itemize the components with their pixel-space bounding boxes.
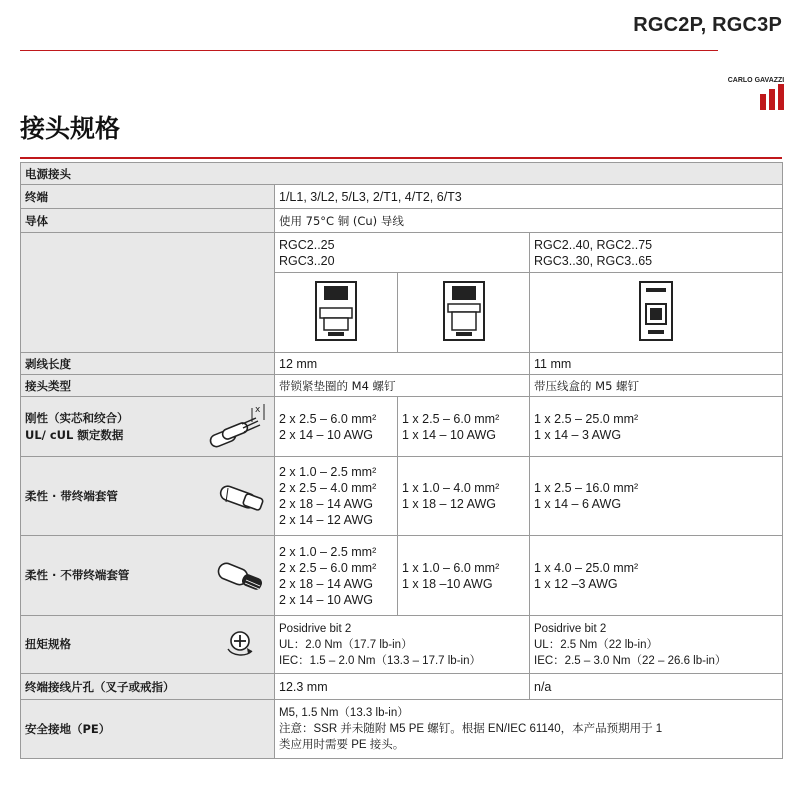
spec-line: M5, 1.5 Nm（13.3 lb-in） (279, 707, 409, 719)
pe-note-line: 注意：SSR 并未随附 M5 PE 螺钉。根据 EN/IEC 61140，本产品预期用于 1 (279, 723, 663, 735)
table-row (21, 457, 783, 536)
table-row (21, 674, 783, 700)
spec-line: 1 x 2.5 – 6.0 mm² (402, 411, 500, 426)
torque-label-cell (21, 616, 275, 674)
spec-line: 2 x 1.0 – 2.5 mm² (279, 544, 377, 559)
table-row (21, 233, 783, 273)
spec-line: 2 x 18 – 14 AWG (279, 576, 374, 591)
no-ferrule-label-cell (21, 536, 275, 616)
spec-line: 1 x 18 – 12 AWG (402, 497, 497, 511)
spec-line: 1 x 14 – 3 AWG (534, 427, 622, 442)
page-title: 接头规格 (20, 114, 121, 143)
rigid-col-c (530, 397, 783, 457)
spec-line: 2 x 18 – 14 AWG (279, 497, 374, 511)
conductor-value: 使用 75°C 铜 (Cu) 导线 (275, 209, 783, 233)
solid-stranded-wire-icon (208, 402, 270, 452)
terminals-value: 1/L1, 3/L2, 5/L3, 2/T1, 4/T2, 6/T3 (275, 185, 783, 209)
terminal-drawing-cell (398, 273, 530, 353)
spec-line: IEC：2.5 – 3.0 Nm（22 – 26.6 lb-in） (534, 654, 727, 667)
rigid-col-a (275, 397, 398, 457)
spec-line: 1 x 1.0 – 6.0 mm² (402, 560, 500, 575)
table-row (21, 700, 783, 759)
logo-text: CARLO GAVAZZI (727, 77, 785, 84)
table-row (21, 163, 783, 185)
model-text: RGC3..20 (279, 253, 335, 268)
table-row (21, 209, 783, 233)
table-row (21, 536, 783, 616)
spec-line: 2 x 14 – 10 AWG (279, 427, 374, 442)
row-label: 导体 (21, 209, 275, 233)
no-ferrule-col-c (530, 536, 783, 616)
spec-line: Posidrive bit 2 (279, 622, 352, 635)
spec-line: 2 x 2.5 – 4.0 mm² (279, 481, 377, 495)
spec-line: IEC：1.5 – 2.0 Nm（13.3 – 17.7 lb-in） (279, 654, 481, 667)
row-label: 柔性 · 不带终端套管 (25, 568, 130, 582)
table-row (21, 397, 783, 457)
torque-small (275, 616, 530, 674)
spec-line: 1 x 2.5 – 16.0 mm² (534, 481, 639, 495)
spec-line: 1 x 4.0 – 25.0 mm² (534, 560, 639, 575)
stripped-wire-icon (214, 556, 270, 596)
terminal-drawing-cell (275, 273, 398, 353)
table-row (21, 353, 783, 375)
m5-box-clamp-icon (636, 278, 676, 344)
model-group-small (275, 233, 530, 273)
spec-line: 1 x 18 –10 AWG (402, 576, 493, 591)
ferrule-col-c (530, 457, 783, 536)
pe-note-line: 类应用时需要 PE 接头。 (279, 739, 405, 751)
no-ferrule-col-b (398, 536, 530, 616)
ferrule-wire-icon (214, 476, 270, 516)
spec-line: 2 x 14 – 10 AWG (279, 592, 374, 607)
row-label: 刚性（实芯和绞合） (25, 410, 129, 425)
spec-line: UL：2.5 Nm（22 lb-in） (534, 638, 658, 651)
no-ferrule-col-a (275, 536, 398, 616)
blank-label-cell (21, 233, 275, 353)
row-label: 安全接地（PE） (21, 700, 275, 759)
row-label: 终端接线片孔（叉子或戒指） (21, 674, 275, 700)
ferrule-col-b (398, 457, 530, 536)
model-text: RGC2..25 (279, 237, 335, 252)
model-text: RGC3..30, RGC3..65 (534, 253, 653, 268)
document-header-title: RGC2P, RGC3P (633, 14, 782, 36)
logo-bars-icon (760, 84, 784, 110)
rigid-label-cell (21, 397, 275, 457)
row-label: 扭矩规格 (25, 637, 71, 651)
terminal-type-small: 带锁紧垫圈的 M4 螺钉 (275, 375, 530, 397)
screwdriver-torque-icon (214, 625, 270, 665)
table-row (21, 616, 783, 674)
m4-terminal-icon (306, 278, 366, 344)
m4-terminal-washer-icon (434, 278, 494, 344)
row-label: 柔性 · 带终端套管 (25, 488, 118, 503)
ferrule-label-cell (21, 457, 275, 536)
strip-length-large: 11 mm (530, 353, 783, 375)
spec-line: UL：2.0 Nm（17.7 lb-in） (279, 638, 413, 651)
row-label: 终端 (21, 185, 275, 209)
ring-lug-small: 12.3 mm (275, 674, 530, 700)
torque-large (530, 616, 783, 674)
section-header: 电源接头 (21, 163, 783, 185)
spec-line: 2 x 14 – 12 AWG (279, 513, 374, 527)
model-text: RGC2..40, RGC2..75 (534, 237, 653, 252)
terminal-drawing-cell (530, 273, 783, 353)
spec-line: 1 x 2.5 – 25.0 mm² (534, 411, 639, 426)
connection-spec-table (20, 162, 783, 759)
table-row (21, 375, 783, 397)
spec-line: 1 x 12 –3 AWG (534, 576, 618, 591)
table-row (21, 185, 783, 209)
row-label: UL/ cUL 额定数据 (25, 427, 124, 442)
spec-line: Posidrive bit 2 (534, 622, 607, 635)
svg-text:x: x (255, 404, 261, 415)
ring-lug-large: n/a (530, 674, 783, 700)
spec-line: 2 x 1.0 – 2.5 mm² (279, 465, 377, 479)
ferrule-col-a (275, 457, 398, 536)
row-label: 剥线长度 (21, 353, 275, 375)
spec-line: 2 x 2.5 – 6.0 mm² (279, 560, 377, 575)
header-divider (20, 50, 718, 51)
pe-value (275, 700, 783, 759)
terminal-type-large: 带压线盒的 M5 螺钉 (530, 375, 783, 397)
row-label: 接头类型 (21, 375, 275, 397)
spec-line: 1 x 1.0 – 4.0 mm² (402, 481, 500, 495)
strip-length-small: 12 mm (275, 353, 530, 375)
rigid-col-b (398, 397, 530, 457)
section-divider (20, 157, 782, 159)
spec-line: 1 x 14 – 10 AWG (402, 427, 497, 442)
carlo-gavazzi-logo (726, 50, 786, 112)
spec-line: 1 x 14 – 6 AWG (534, 497, 622, 511)
spec-line: 2 x 2.5 – 6.0 mm² (279, 411, 377, 426)
model-group-large (530, 233, 783, 273)
